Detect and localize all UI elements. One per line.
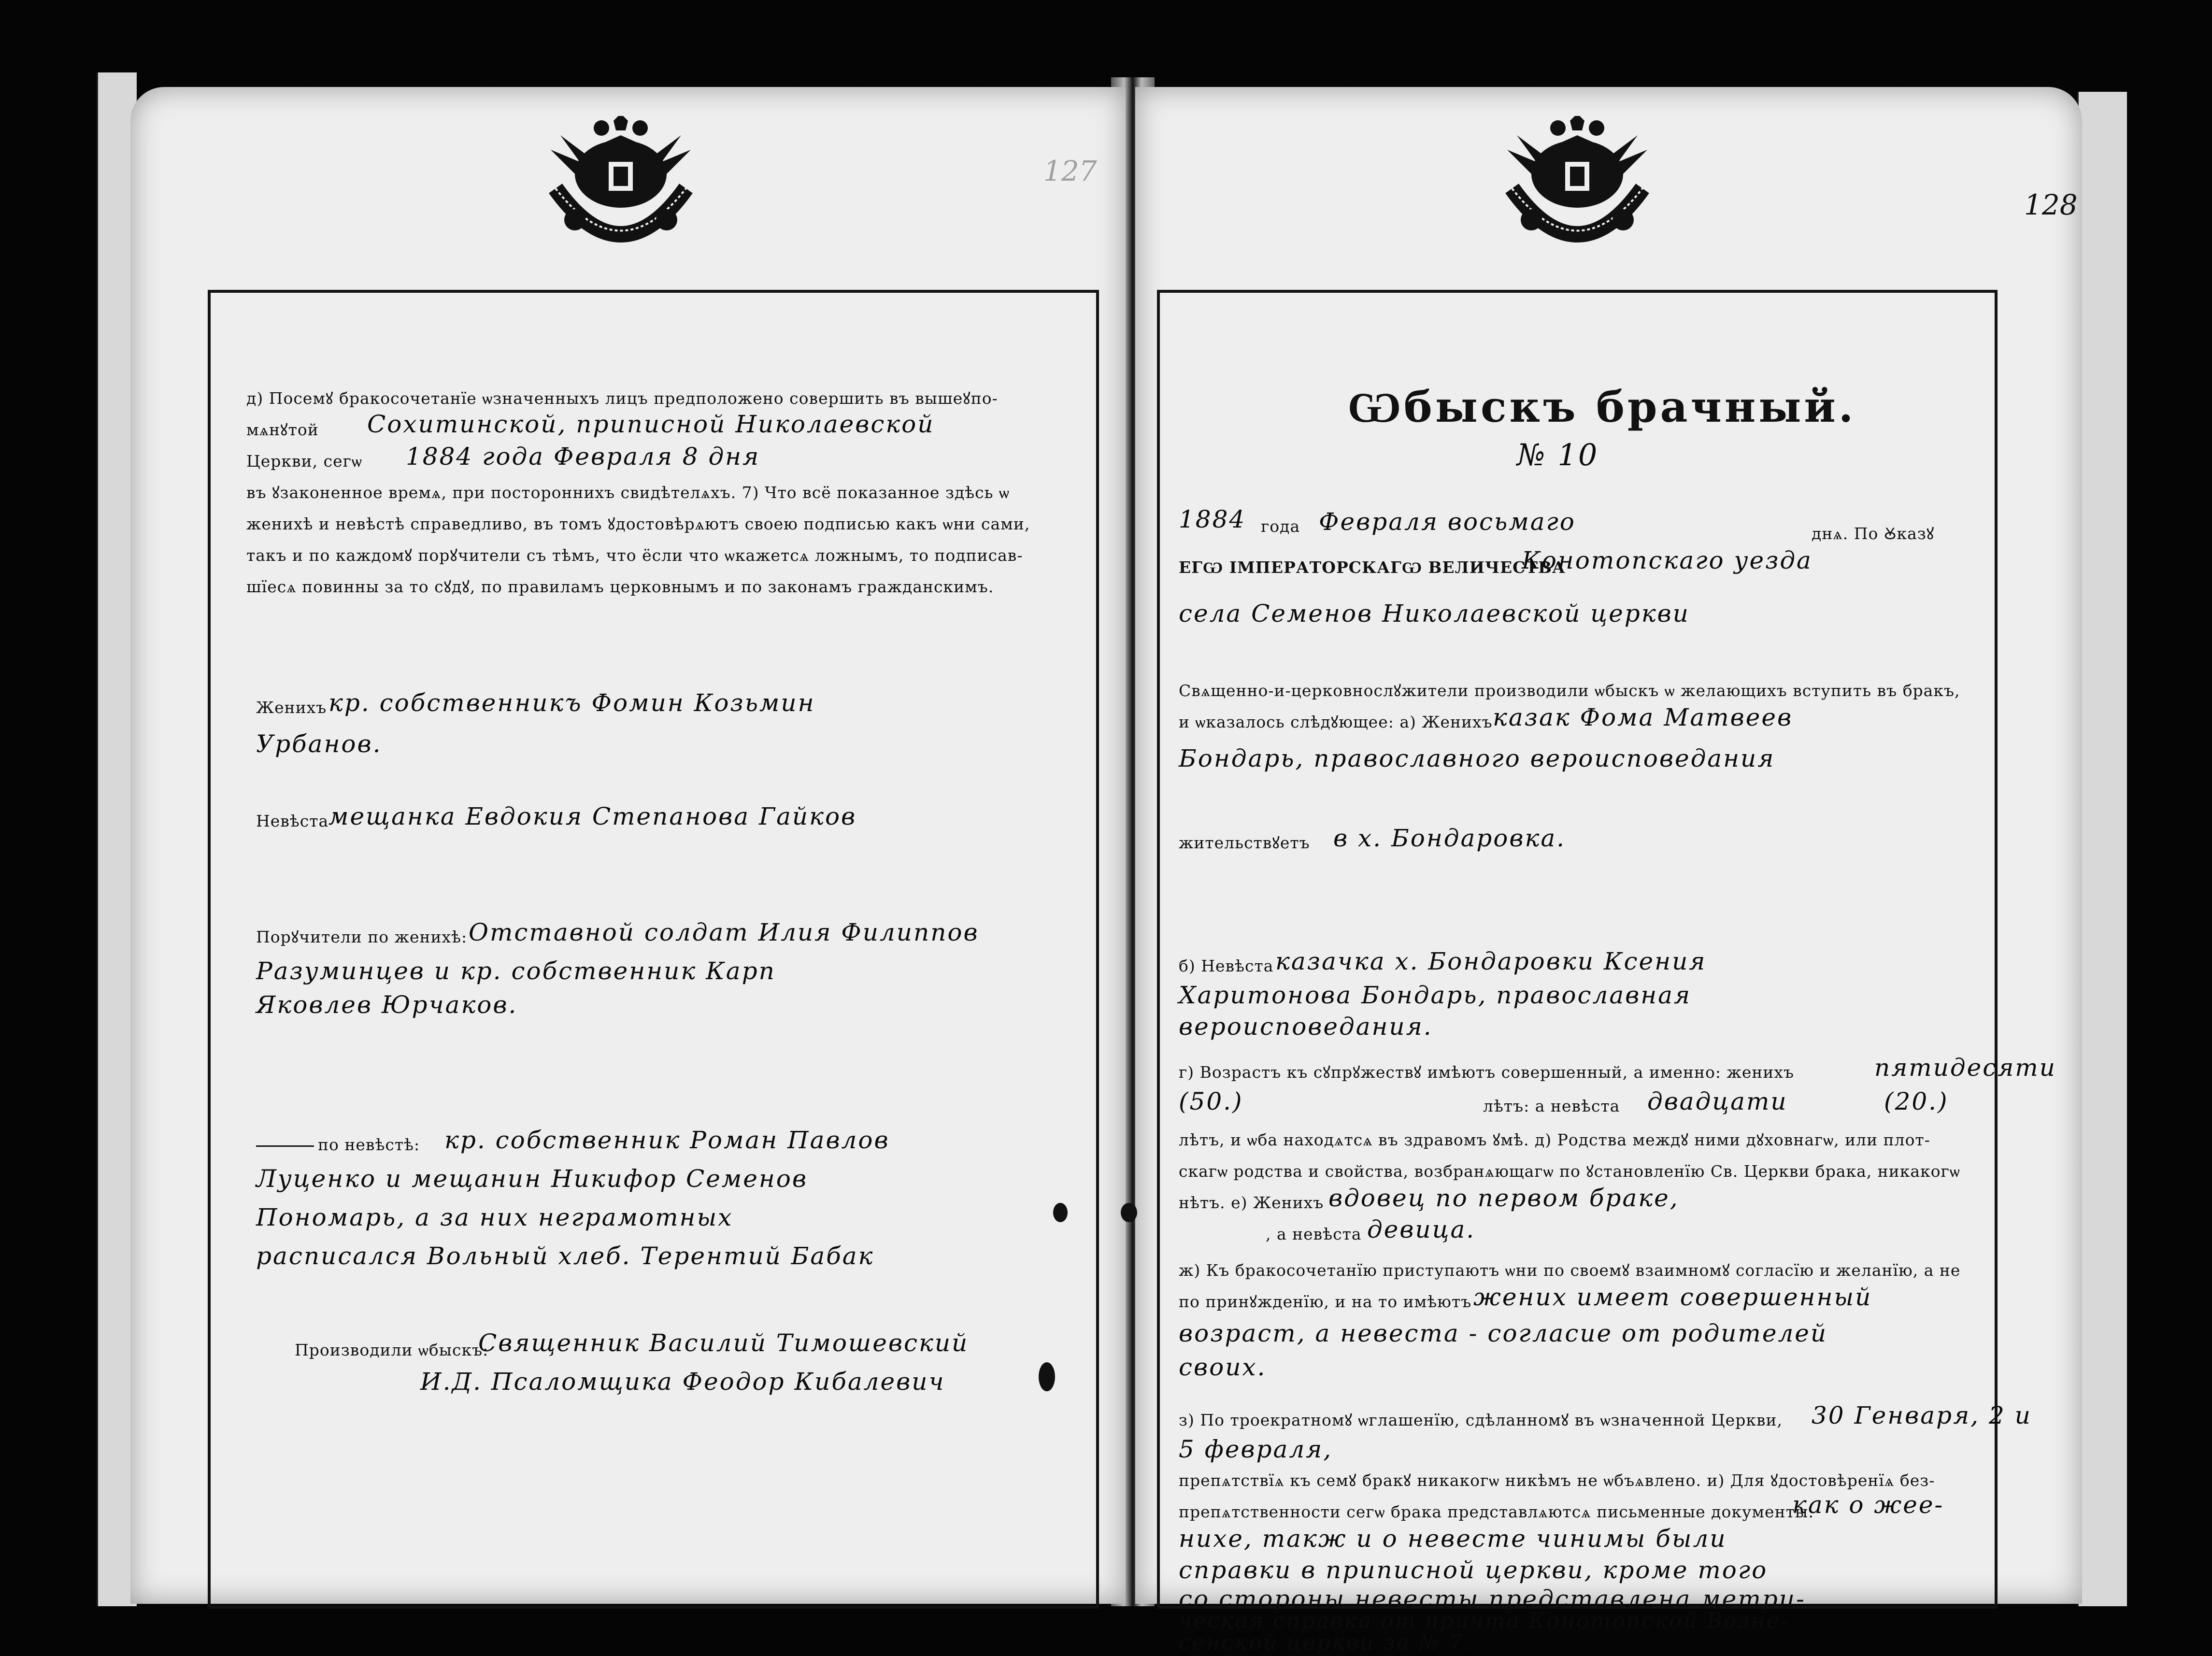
day-label: днѧ. По Ꙋказꙋ xyxy=(1812,524,1935,543)
consent-line-2: по принꙋжденїю, и на то имѣютъ xyxy=(1179,1292,1472,1311)
age-middle-text: лѣтъ: а невѣста xyxy=(1483,1097,1620,1115)
left-page xyxy=(130,87,1126,1604)
conducted-by-label: Производили ѡбыскъ: xyxy=(295,1341,489,1359)
age-groom-handwriting: пятидесяти xyxy=(1874,1054,2056,1082)
groom-label: Женихъ xyxy=(256,698,327,717)
left-page-number: 127 xyxy=(1043,155,1097,187)
residence-handwriting: в х. Бондаровка. xyxy=(1333,824,1566,852)
age-bride-number: (20.) xyxy=(1884,1087,1949,1115)
banns-handwriting-2: 5 февраля, xyxy=(1179,1435,1333,1463)
kinship-line-2: скагѡ родства и свойства, возбранѧющагѡ по ꙋстановленїю Св. Церкви брака, никакогѡ xyxy=(1179,1162,1960,1181)
month-handwriting: Февраля восьмаго xyxy=(1319,508,1576,536)
consent-handwriting-3: своих. xyxy=(1179,1353,1267,1381)
bride-label: Невѣста xyxy=(256,812,329,830)
majesty-decree: ЕГѠ ІМПЕРАТОРСКАГѠ ВЕЛИЧЕСТВА xyxy=(1179,558,1566,577)
ink-blot xyxy=(1121,1203,1137,1222)
para-d-line-7: шїесѧ повинны за то сꙋдꙋ, по правиламъ церковнымъ и по законамъ гражданскимъ. xyxy=(246,577,994,596)
clergy-line-1: Свѧщенно-и-церковнослꙋжители производили ѡбыскъ ѡ желающихъ вступить въ бракъ, xyxy=(1179,681,1960,700)
ink-blot xyxy=(1053,1203,1068,1222)
bride-handwriting: мещанка Евдокия Степанова Гайков xyxy=(328,802,857,830)
banns-handwriting-1: 30 Генваря, 2 и xyxy=(1812,1401,2032,1429)
documents-handwriting-6: сенской церкви за № 7. xyxy=(1179,1630,1472,1655)
para-d-line-2: мѧнꙋтой xyxy=(246,420,319,439)
impediment-line-2: препѧтственности сегѡ брака представлѧютсѧ письменные документы: xyxy=(1179,1502,1814,1521)
groom-sureties-label: Порꙋчители по женихѣ: xyxy=(256,928,468,946)
conducted-by-hw-2: И.Д. Псаломщика Феодор Кибалевич xyxy=(420,1368,945,1396)
place-handwriting-2: села Семенов Николаевской церкви xyxy=(1179,600,1690,628)
groom-marital-status-hw: вдовец по первом браке, xyxy=(1328,1184,1679,1212)
bride-sureties-hw-1: кр. собственник Роман Павлов xyxy=(444,1126,890,1154)
para-d-line-4: въ ꙋзаконенное времѧ, при постороннихъ свидѣтелѧхъ. 7) Что всё показанное здѣсь ѡ xyxy=(246,483,1010,502)
groom-handwriting-2: Урбанов. xyxy=(256,730,382,758)
bride-sureties-label xyxy=(256,1135,420,1155)
kinship-line-1: лѣтъ, и ѡба находѧтсѧ въ здравомъ ꙋмѣ. д) Родства междꙋ ними дꙋховнагѡ, или плот- xyxy=(1179,1130,1930,1149)
documents-handwriting-5: ческая справка от причта Конотопской Вознe- xyxy=(1179,1609,1789,1633)
consent-handwriting-2: возраст, а невеста - согласие от родителей xyxy=(1179,1319,1828,1347)
groom-sureties-hw-2: Разуминцев и кр. собственник Карп xyxy=(256,957,776,985)
residence-label: жительствꙋетъ xyxy=(1179,833,1310,852)
banns-line: з) По троекратномꙋ ѡглашенїю, сдѣланномꙋ въ ѡзначенной Церкви, xyxy=(1179,1411,1783,1429)
bride-handwriting-2: Харитонова Бондарь, православная xyxy=(1179,981,1692,1009)
right-page xyxy=(1135,87,2082,1655)
groom-sureties-hw-1: Отставной солдат Илия Филиппов xyxy=(469,918,979,946)
consent-handwriting-1: жених имеет совершенный xyxy=(1473,1283,1872,1311)
bride-handwriting-1: казачка х. Бондаровки Ксения xyxy=(1275,947,1707,975)
age-bride-handwriting: двадцати xyxy=(1647,1087,1788,1115)
bride-handwriting-3: вероисповедания. xyxy=(1179,1013,1433,1041)
bride-sureties-text: по невѣстѣ: xyxy=(318,1135,420,1154)
bride-sureties-hw-3: Пономарь, а за них неграмотных xyxy=(256,1203,733,1231)
conducted-by-hw-1: Священник Василий Тимошевский xyxy=(478,1329,969,1357)
bride-label: б) Невѣста xyxy=(1179,956,1274,975)
documents-handwriting-4: со стороны невесты представлена метри- xyxy=(1179,1585,1806,1613)
clergy-line-2: и ѡказалось слѣдꙋющее: а) Женихъ xyxy=(1179,713,1493,731)
imperial-eagle-crest-icon xyxy=(1498,116,1657,261)
bride-sureties-hw-4: расписался Вольный хлеб. Терентий Бабак xyxy=(256,1242,874,1270)
documents-handwriting-1: как о жее- xyxy=(1792,1491,1944,1519)
groom-sureties-hw-3: Яковлев Юрчаков. xyxy=(256,991,518,1019)
date-handwriting: 1884 года Февраля 8 дня xyxy=(406,443,760,471)
impediment-line-1: препѧтствїѧ къ семꙋ бракꙋ никакогѡ никѣмъ не ѡбъѧвлено. и) Для ꙋдостовѣренїѧ без- xyxy=(1179,1471,1935,1490)
year-handwriting: 1884 xyxy=(1179,505,1246,533)
year-label: года xyxy=(1261,517,1300,536)
para-d-line-5: женихѣ и невѣстѣ справедливо, въ томъ ꙋдостовѣрѧютъ своею подписью какъ ѡни сами, xyxy=(246,514,1030,533)
consent-line-1: ж) Къ бракосочетанїю приступаютъ ѡни по своемꙋ взаимномꙋ согласїю и желанїю, а не xyxy=(1179,1261,1961,1280)
groom-handwriting-2: Бондарь, православного вероисповедания xyxy=(1179,744,1775,772)
church-handwriting: Сохитинской, приписной Николаевской xyxy=(367,410,935,438)
documents-handwriting-3: справки в приписной церкви, кроме того xyxy=(1179,1556,1768,1584)
bride-sureties-hw-2: Луценко и мещанин Никифор Семенов xyxy=(256,1165,808,1193)
para-d-line-3: Церкви, сегѡ xyxy=(246,452,362,471)
documents-handwriting-2: нихе, такж и о невесте чинимы были xyxy=(1179,1525,1727,1553)
age-groom-number: (50.) xyxy=(1179,1087,1243,1115)
bride-marital-status-hw: девица. xyxy=(1367,1215,1476,1243)
imperial-eagle-crest-icon xyxy=(541,116,700,261)
document-title: Ѡбыскъ брачный. xyxy=(1348,382,1856,432)
right-page-edges xyxy=(2077,92,2127,1606)
place-handwriting-1: Конотопскаго уезда xyxy=(1522,546,1812,574)
groom-handwriting-1: кр. собственникъ Фомин Козьмин xyxy=(328,689,815,717)
para-d-line-1: д) Посемꙋ бракосочетанїе ѡзначенныхъ лицъ предположено совершить въ вышеꙋпо- xyxy=(246,389,998,408)
bride-marital-label: , а невѣста xyxy=(1266,1225,1362,1243)
groom-handwriting-1: казак Фома Матвеев xyxy=(1493,703,1793,731)
ink-blot xyxy=(1039,1362,1055,1391)
para-d-line-6: такъ и по каждомꙋ порꙋчители съ тѣмъ, что ёсли что ѡкажетсѧ ложнымъ, то подписав- xyxy=(246,546,1023,565)
right-page-number: 128 xyxy=(2024,188,2078,221)
kinship-line-3: нѣтъ. е) Женихъ xyxy=(1179,1193,1324,1212)
record-number: № 10 xyxy=(1517,437,1599,472)
age-line: г) Возрастъ къ сꙋпрꙋжествꙋ имѣютъ совершенный, а именно: женихъ xyxy=(1179,1063,1794,1082)
